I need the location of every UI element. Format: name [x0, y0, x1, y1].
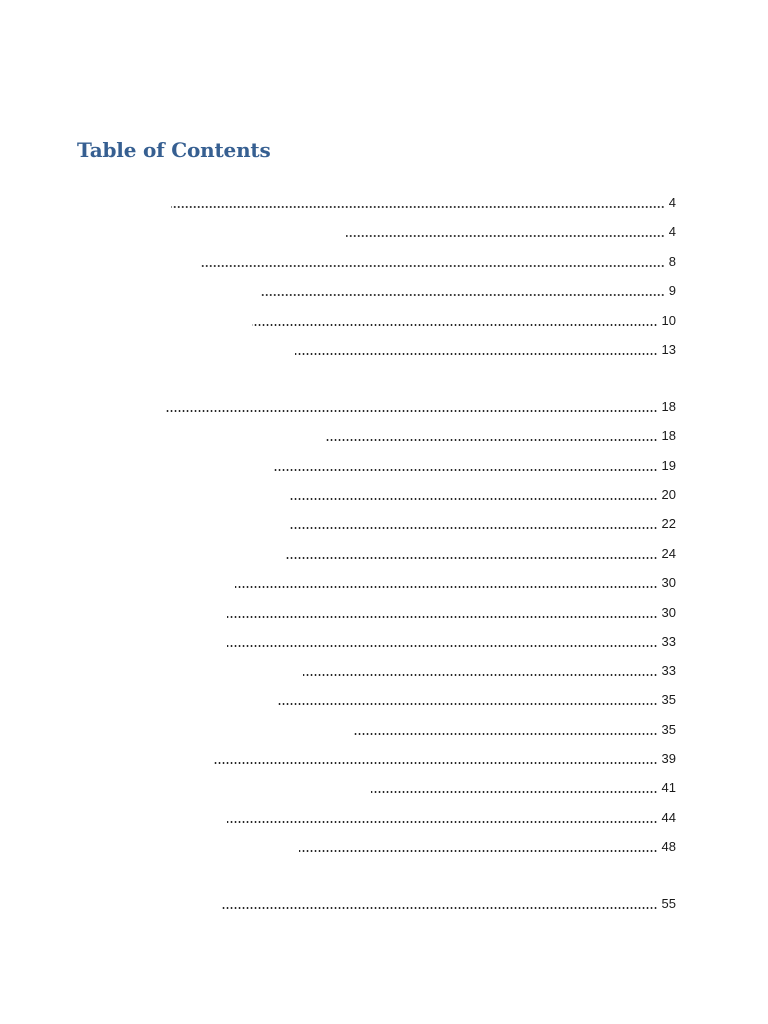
toc-page-number: 9: [668, 283, 676, 298]
dot-leader: [278, 703, 658, 705]
toc-page-number: 33: [661, 634, 676, 649]
dot-leader: [354, 733, 658, 735]
dot-leader: [346, 235, 665, 237]
toc-page-number: 55: [661, 896, 676, 911]
toc-entry[interactable]: [227, 810, 676, 826]
toc-entry[interactable]: [227, 605, 676, 621]
toc-entry[interactable]: [235, 575, 676, 591]
toc-page-number: 24: [661, 546, 676, 561]
dot-leader: [303, 674, 658, 676]
toc-entry[interactable]: [166, 399, 676, 415]
dot-leader: [227, 821, 658, 823]
toc-title: Table of Contents: [77, 138, 271, 162]
toc-page-number: 35: [661, 692, 676, 707]
toc-page-number: 41: [661, 780, 676, 795]
dot-leader: [325, 439, 658, 441]
dot-leader: [295, 353, 658, 355]
toc-entry[interactable]: [227, 634, 676, 650]
toc-page-number: 4: [668, 195, 676, 210]
toc-entry[interactable]: [290, 487, 676, 503]
dot-leader: [252, 324, 658, 326]
dot-leader: [290, 527, 658, 529]
toc-page-number: 18: [661, 428, 676, 443]
toc-entry[interactable]: [325, 428, 676, 444]
toc-entry[interactable]: [299, 839, 676, 855]
toc-entry[interactable]: [286, 546, 676, 562]
toc-entry[interactable]: [371, 780, 676, 796]
dot-leader: [166, 410, 658, 412]
toc-entry[interactable]: [295, 342, 676, 358]
dot-leader: [227, 616, 658, 618]
dot-leader: [299, 850, 658, 852]
toc-page-number: 30: [661, 575, 676, 590]
dot-leader: [235, 586, 658, 588]
toc-entry[interactable]: [261, 283, 676, 299]
toc-entry[interactable]: [171, 195, 676, 211]
toc-entry[interactable]: [346, 224, 676, 240]
toc-page-number: 20: [661, 487, 676, 502]
toc-entry[interactable]: [273, 458, 676, 474]
toc-page-number: 33: [661, 663, 676, 678]
dot-leader: [286, 557, 658, 559]
toc-entry[interactable]: [278, 692, 676, 708]
toc-page-number: 48: [661, 839, 676, 854]
toc-page-number: 22: [661, 516, 676, 531]
dot-leader: [261, 294, 665, 296]
toc-entry[interactable]: [213, 751, 676, 767]
dot-leader: [290, 498, 658, 500]
toc-entry[interactable]: [303, 663, 676, 679]
toc-page-number: 4: [668, 224, 676, 239]
toc-entry[interactable]: [222, 896, 676, 912]
toc-page-number: 18: [661, 399, 676, 414]
toc-page-number: 13: [661, 342, 676, 357]
dot-leader: [213, 762, 658, 764]
toc-page-number: 30: [661, 605, 676, 620]
toc-page-number: 44: [661, 810, 676, 825]
dot-leader: [371, 791, 658, 793]
dot-leader: [273, 469, 658, 471]
toc-entry[interactable]: [201, 254, 676, 270]
toc-entry[interactable]: [290, 516, 676, 532]
toc-entry[interactable]: [252, 313, 676, 329]
toc-page-number: 10: [661, 313, 676, 328]
toc-page-number: 8: [668, 254, 676, 269]
toc-page-number: 19: [661, 458, 676, 473]
toc-page-number: 39: [661, 751, 676, 766]
toc-page-number: 35: [661, 722, 676, 737]
dot-leader: [222, 907, 658, 909]
dot-leader: [171, 206, 665, 208]
dot-leader: [201, 265, 665, 267]
dot-leader: [227, 645, 658, 647]
toc-entry[interactable]: [354, 722, 676, 738]
